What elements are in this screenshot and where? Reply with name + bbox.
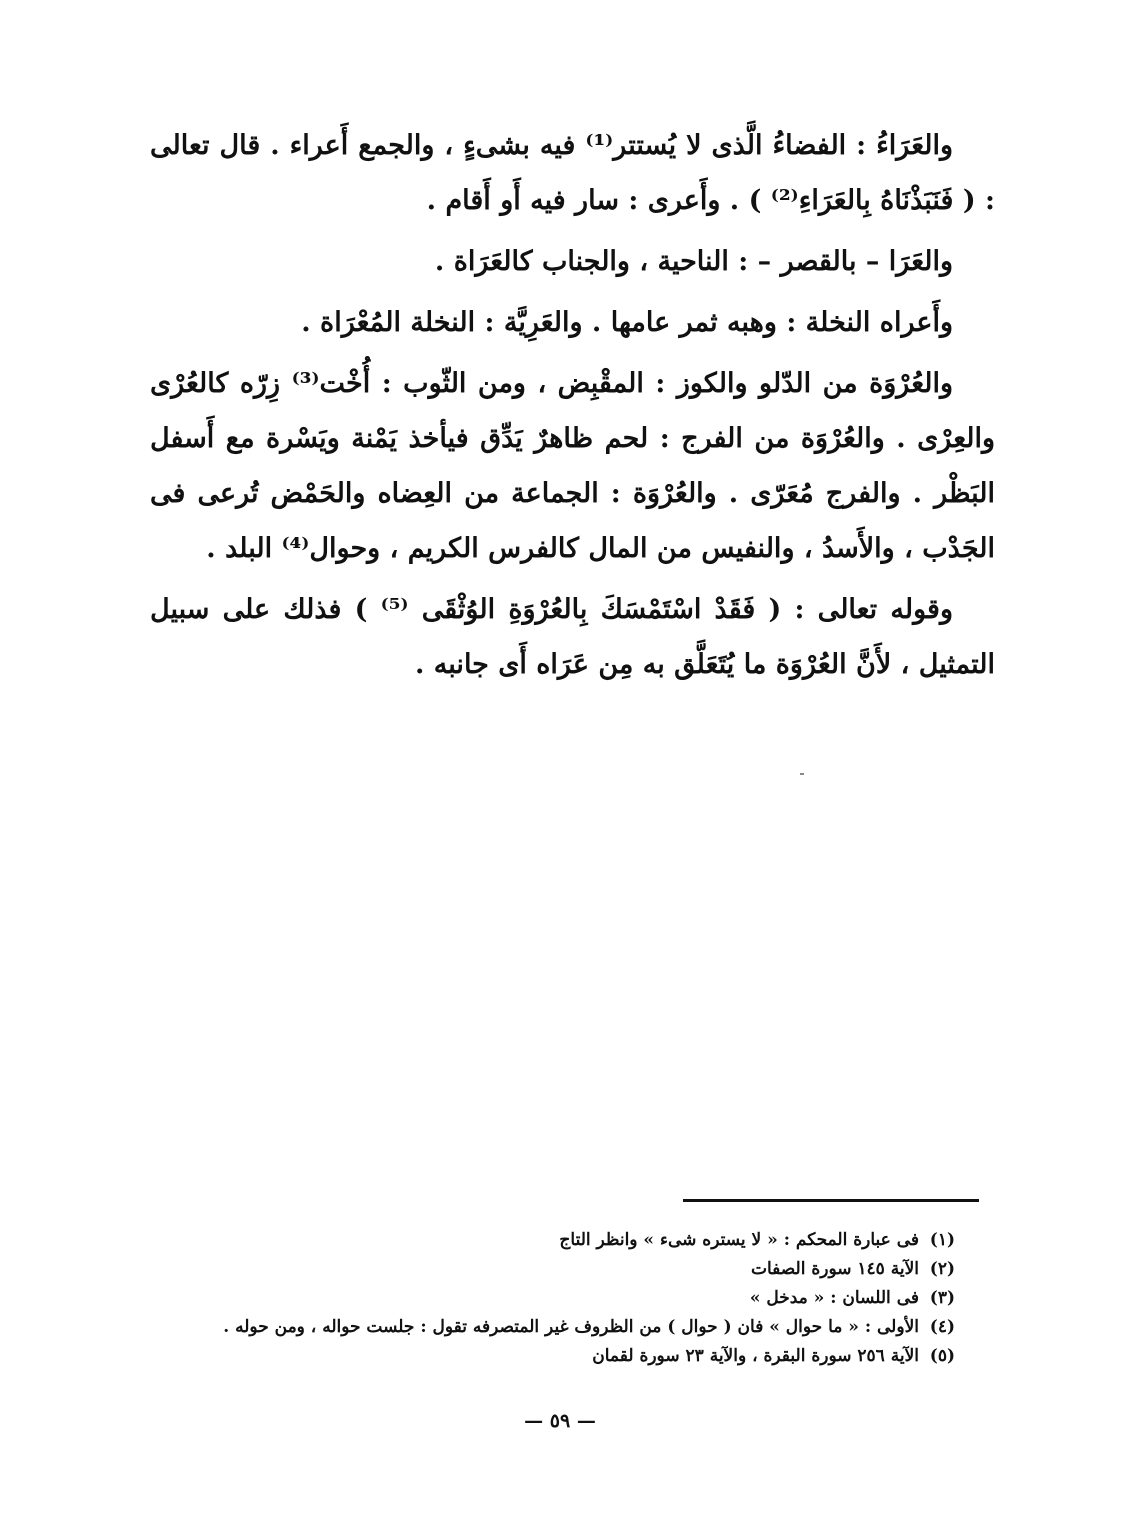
footnote-number: (٣): [929, 1288, 955, 1308]
footnote-2: [130, 1255, 955, 1284]
footnote-divider: [683, 1199, 979, 1202]
footnotes: [130, 1226, 955, 1371]
print-speck: [800, 773, 804, 775]
paragraph-3: وأَعراه النخلة : وهبه ثمر عامها . والعَرِيَّة : النخلة المُعْرَاة .: [301, 307, 953, 338]
footnote-3: [130, 1284, 955, 1313]
paragraph-4: والعُرْوَة من الدّلو والكوز : المقْبِض ، ومن الثّوب : أُخْت⁽³⁾ زِرّه كالعُرْى والعِرْى . والعُرْوَة من الفرج : لحم ظاهرٌ يَدِّق فيأخذ يَمْنة ويَسْرة مع أَسفل البَظْر . والفرج مُعَرّى . والعُرْوَة : الجماعة من العِضاه والحَمْض تُرعى فى الجَدْب ، والأَسدُ ، والنفيس من المال كالفرس الكريم ، وحوال⁽⁴⁾ البلد .: [150, 368, 995, 564]
paragraph-2: والعَرَا – بالقصر – : الناحية ، والجناب كالعَرَاة .: [434, 246, 953, 277]
footnote-text: فى اللسان : « مدخل »: [749, 1288, 919, 1308]
footnote-number: (٥): [929, 1346, 955, 1366]
footnote-4: [130, 1313, 955, 1342]
main-text: [150, 118, 995, 698]
page-number: — ٥٩ —: [524, 1410, 596, 1432]
footnote-number: (٤): [929, 1317, 955, 1337]
footnote-text: الآية ١٤٥ سورة الصفات: [750, 1259, 919, 1279]
footnote-text: فى عبارة المحكم : « لا يستره شىء » وانظر التاج: [559, 1230, 919, 1250]
footnote-1: [130, 1226, 955, 1255]
footnote-number: (٢): [929, 1259, 955, 1279]
footnote-number: (١): [929, 1230, 955, 1250]
footnote-text: الآية ٢٥٦ سورة البقرة ، والآية ٢٣ سورة لقمان: [592, 1346, 919, 1366]
paragraph-5: وقوله تعالى : ( فَقَدْ اسْتَمْسَكَ بِالعُرْوَةِ الوُثْقَى ⁽⁵⁾ ) فذلك على سبيل التمثيل ، لأَنَّ العُرْوَة ما يُتَعَلَّق به مِن عَرَاه أَى جانبه .: [150, 594, 995, 680]
footnote-5: [130, 1342, 955, 1371]
paragraph-1: والعَرَاءُ : الفضاءُ الَّذى لا يُستتر⁽¹⁾ فيه بشىءٍ ، والجمع أَعراء . قال تعالى : ( فَنَبَذْنَاهُ بِالعَرَاءِ⁽²⁾ ) . وأَعرى : سار فيه أَو أَقام .: [150, 130, 995, 216]
footnote-text: الأولى : « ما حوال » فان ( حوال ) من الظروف غير المتصرفه تقول : جلست حواله ، ومن حوله .: [223, 1317, 919, 1337]
